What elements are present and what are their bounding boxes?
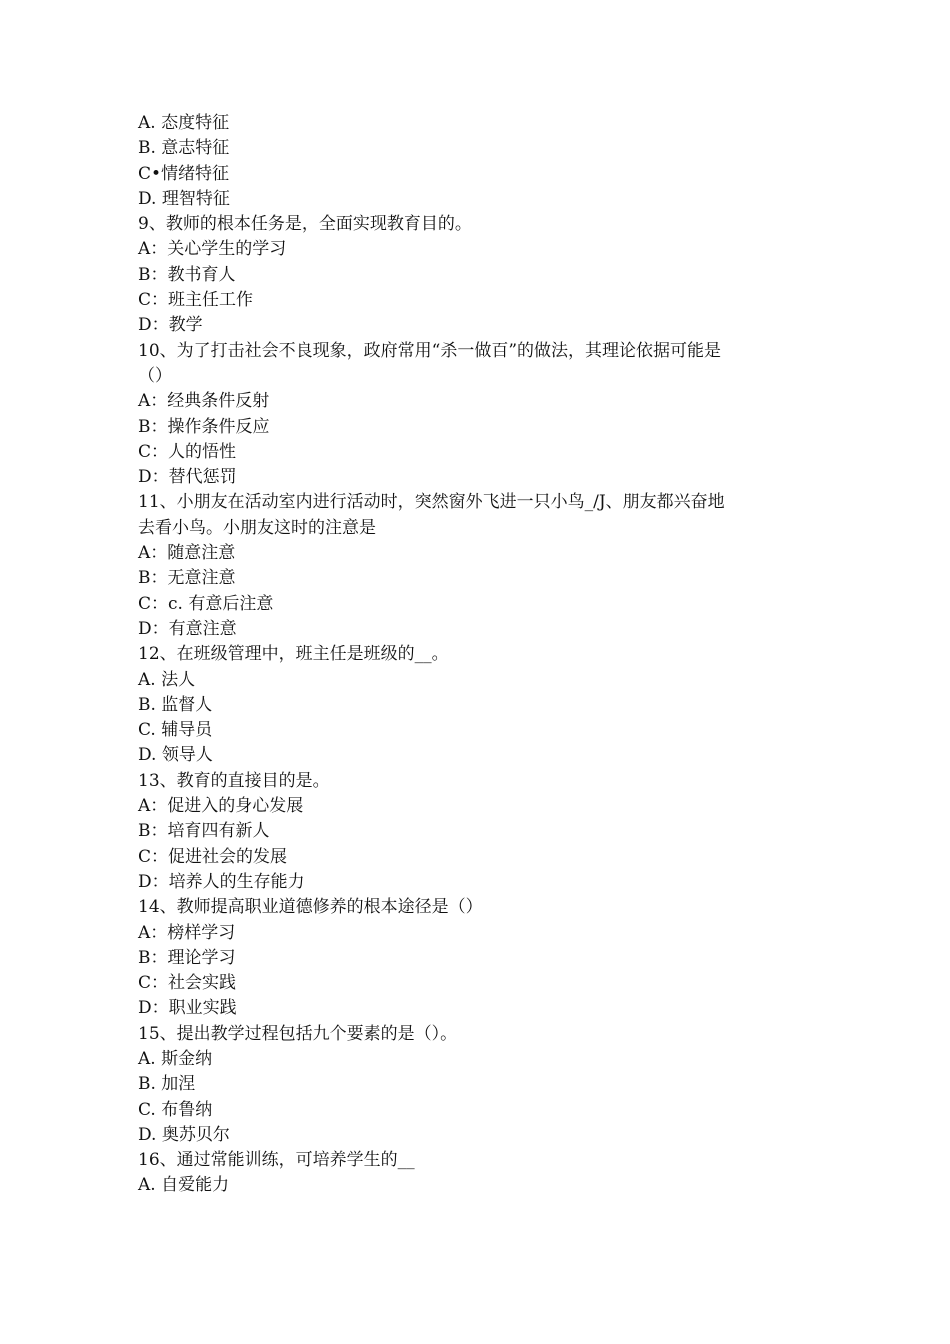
question-line: 13、教育的直接目的是。: [138, 770, 330, 791]
option-line: A. 自爱能力: [138, 1175, 230, 1196]
question-line: 16、通过常能训练，可培养学生的__: [138, 1150, 415, 1171]
question-line: 9、教师的根本任务是，全面实现教育目的。: [138, 214, 472, 235]
option-line: B. 加涅: [138, 1074, 196, 1095]
option-line: A：促进入的身心发展: [138, 796, 304, 817]
option-line: C：c. 有意后注意: [138, 593, 274, 614]
option-line: B. 监督人: [138, 694, 213, 715]
option-line: B：理论学习: [138, 947, 236, 968]
option-line: C：班主任工作: [138, 290, 254, 311]
option-line: D. 奥苏贝尔: [138, 1124, 230, 1145]
option-line: B：培育四有新人: [138, 821, 270, 842]
document-page: [138, 111, 838, 1199]
option-line: C：社会实践: [138, 973, 237, 994]
question-line: 14、教师提高职业道德修养的根本途径是（）: [138, 897, 483, 918]
option-line: A：经典条件反射: [138, 391, 270, 412]
option-line: B：操作条件反应: [138, 416, 270, 437]
option-line: D：有意注意: [138, 618, 237, 639]
option-line: B：无意注意: [138, 568, 236, 589]
option-line: C. 辅导员: [138, 720, 213, 741]
option-line: D：替代惩罚: [138, 467, 237, 488]
option-line: C：人的悟性: [138, 441, 237, 462]
option-line: A：随意注意: [138, 543, 236, 564]
question-line-continued: （）: [138, 365, 172, 386]
option-line: A：榜样学习: [138, 922, 236, 943]
option-line: D. 理智特征: [138, 188, 230, 209]
option-line: B：教书育人: [138, 264, 236, 285]
option-line: D：培养人的生存能力: [138, 871, 305, 892]
option-line: D：职业实践: [138, 998, 237, 1019]
option-line: D：教学: [138, 315, 203, 336]
option-line: A. 斯金纳: [138, 1048, 213, 1069]
option-line: C：促进社会的发展: [138, 846, 288, 867]
option-line: B. 意志特征: [138, 138, 230, 159]
option-line: C•情绪特征: [138, 163, 230, 184]
option-line: D. 领导人: [138, 745, 213, 766]
option-line: A：关心学生的学习: [138, 239, 287, 260]
question-line: 10、为了打击社会不良现象，政府常用“杀一做百”的做法，其理论依据可能是: [138, 340, 722, 361]
option-line: A. 法人: [138, 669, 196, 690]
option-line: A. 态度特征: [138, 113, 230, 133]
question-line: 11、小朋友在活动室内进行活动时，突然窗外飞进一只小鸟_/J、朋友都兴奋地: [138, 492, 725, 513]
option-line: C. 布鲁纳: [138, 1099, 213, 1120]
question-line: 12、在班级管理中，班主任是班级的__。: [138, 644, 449, 665]
question-line: 15、提出教学过程包括九个要素的是（）。: [138, 1023, 458, 1044]
question-line-continued: 去看小鸟。小朋友这时的注意是: [138, 517, 376, 538]
